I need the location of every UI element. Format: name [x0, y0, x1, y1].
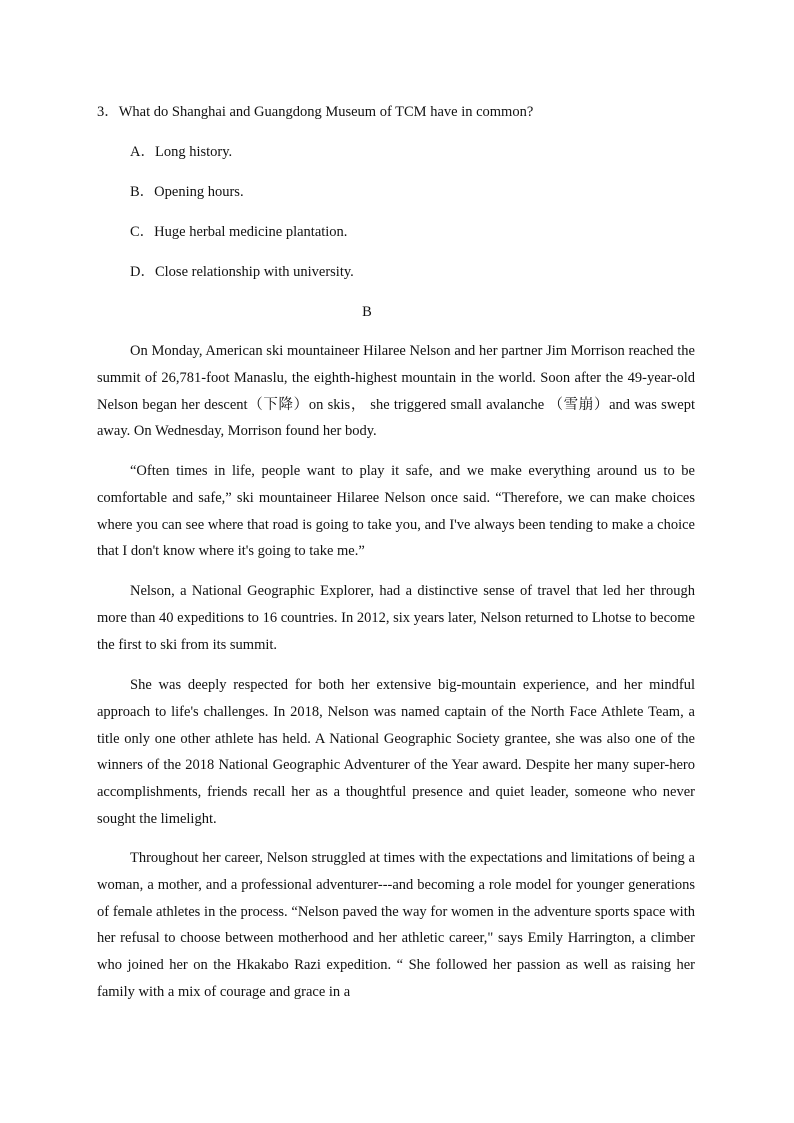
- section-title: B: [362, 304, 372, 320]
- passage-paragraph-3: Nelson, a National Geographic Explorer, had a distinctive sense of travel that led her through more than 40 expeditions to 16 countries. In 2012, six years later, Nelson returned to Lhotse to become the first to ski from its summit.: [97, 583, 695, 653]
- question-3: 3．What do Shanghai and Guangdong Museum of TCM have in common?: [97, 104, 534, 120]
- passage-paragraph-1: On Monday, American ski mountaineer Hilaree Nelson and her partner Jim Morrison reached the summit of 26,781-foot Manaslu, the eighth-highest mountain in the world. Soon after the 49-year-old Nelson began her descent（下降）on skis， she triggered small avalanche （雪崩）and was swept away. On Wednesday, Morrison found her body.: [97, 343, 695, 440]
- option-b: B．Opening hours.: [130, 184, 244, 200]
- passage-paragraph-5: Throughout her career, Nelson struggled at times with the expectations and limitations of being a woman, a mother, and a professional adventurer---and becoming a role model for younger generations of female athletes in the process. “Nelson paved the way for women in the adventure sports space with her refusal to choose between motherhood and her athletic career," says Emily Harrington, a climber who joined her on the Hkakabo Razi expedition. “ She followed her passion as well as raising her family with a mix of courage and grace in a: [97, 850, 695, 1000]
- option-a: A．Long history.: [130, 144, 233, 160]
- passage-paragraph-4: She was deeply respected for both her extensive big-mountain experience, and her mindful approach to life's challenges. In 2018, Nelson was named captain of the North Face Athlete Team, a title only one other athlete has held. A National Geographic Society grantee, she was also one of the winners of the 2018 National Geographic Adventurer of the Year award. Despite her many super-hero accomplishments, friends recall her as a thoughtful presence and quiet leader, someone who never sought the limelight.: [97, 677, 695, 827]
- passage-paragraph-2: “Often times in life, people want to play it safe, and we make everything around us to be comfortable and safe,” ski mountaineer Hilaree Nelson once said. “Therefore, we can make choices where you can see where that road is going to take you, and I've always been tending to make a choice that I don't know where it's going to take me.”: [97, 463, 695, 560]
- option-c: C．Huge herbal medicine plantation.: [130, 224, 348, 240]
- option-d: D．Close relationship with university.: [130, 264, 354, 280]
